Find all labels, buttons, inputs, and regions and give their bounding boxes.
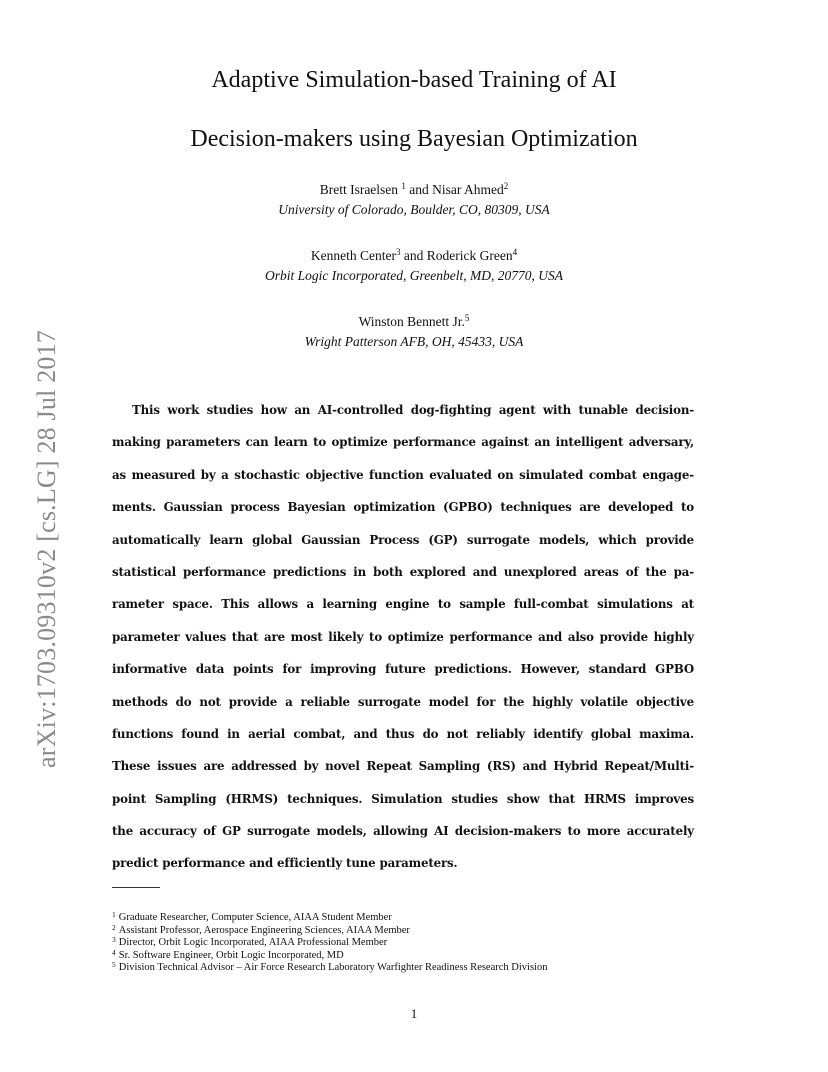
abstract-line: point Sampling (HRMS) techniques. Simulation studies show that HRMS improves [112,791,694,806]
author-name: Kenneth Center [310,248,396,263]
author-footnote-mark: 4 [512,247,518,257]
author-block [0,180,828,220]
author-name: Roderick Green [426,248,513,263]
author-name: Brett Israelsen [319,182,399,197]
abstract [112,394,694,880]
abstract-line: ments. Gaussian process Bayesian optimization (GPBO) techniques are developed to [112,500,694,515]
abstract-line: automatically learn global Gaussian Process (GP) surrogate models, which provide [112,532,694,547]
abstract-line: rameter space. This allows a learning engine to sample full-combat simulations at [112,597,694,612]
footnote [112,922,712,938]
author-name: Nisar Ahmed [432,182,504,197]
footnote-mark: 5 [112,960,116,969]
abstract-line: functions found in aerial combat, and thus do not reliably identify global maxima. [112,726,694,741]
abstract-line: informative data points for improving future predictions. However, standard GPBO [112,662,694,677]
abstract-line: as measured by a stochastic objective function evaluated on simulated combat engage- [112,467,694,482]
footnote-mark: 2 [112,922,116,932]
author-conjunction: and [403,248,424,263]
footnote-mark: 3 [112,935,116,944]
footnote-mark: 4 [112,947,116,957]
author-block [0,246,828,286]
author-affiliation: Wright Patterson AFB, OH, 45433, USA [304,334,524,349]
author-affiliation: University of Colorado, Boulder, CO, 80309, USA [278,202,550,217]
paper-title-line-2: Decision-makers using Bayesian Optimization [190,126,638,152]
footnote [112,937,712,950]
paper-title-line-1: Adaptive Simulation-based Training of AI [211,67,617,93]
abstract-line: statistical performance predictions in both explored and unexplored areas of the pa- [112,564,694,579]
abstract-line: the accuracy of GP surrogate models, allowing AI decision-makers to more accurately [112,824,694,839]
author-conjunction: and [409,182,429,197]
abstract-line: These issues are addressed by novel Repeat Sampling (RS) and Hybrid Repeat/Multi- [112,759,694,774]
abstract-line: This work studies how an AI-controlled dog-fighting agent with tunable decision- [132,403,694,417]
author-footnote-mark: 1 [401,181,406,191]
author-line [0,246,828,266]
author-line [0,312,828,332]
author-affiliation: Orbit Logic Incorporated, Greenbelt, MD, 20770, USA [265,268,563,283]
footnote-divider [112,887,160,888]
abstract-line: making parameters can learn to optimize performance against an intelligent adversary, [112,435,694,450]
footnote-text: Assistant Professor, Aerospace Engineering Sciences, AIAA Member [118,924,410,936]
author-footnote-mark: 3 [396,247,401,257]
footnote-text: Sr. Software Engineer, Orbit Logic Incorporated, MD [118,949,344,961]
author-name: Winston Bennett Jr. [358,314,465,329]
footnote [112,912,712,925]
author-footnote-mark: 5 [464,313,470,323]
author-line [0,180,828,200]
author-footnote-mark: 2 [503,181,509,191]
footnotes [112,912,712,975]
footnote-text: Graduate Researcher, Computer Science, AIAA Student Member [118,912,392,923]
abstract-line: predict performance and efficiently tune parameters. [112,856,458,871]
abstract-line: parameter values that are most likely to optimize performance and also provide highly [112,629,694,644]
footnote-text: Director, Orbit Logic Incorporated, AIAA Professional Member [118,937,388,948]
footnote [112,947,712,963]
page-number: 1 [410,1006,418,1021]
footnote-mark: 1 [112,910,116,919]
footnote [112,962,712,975]
footnote-text: Division Technical Advisor – Air Force Research Laboratory Warfighter Readiness Research Division [118,962,548,973]
author-block [0,312,828,352]
abstract-line: methods do not provide a reliable surrogate model for the highly volatile objective [112,694,694,709]
arxiv-identifier-stamp: arXiv:1703.09310v2 [cs.LG] 28 Jul 2017 [32,330,61,768]
